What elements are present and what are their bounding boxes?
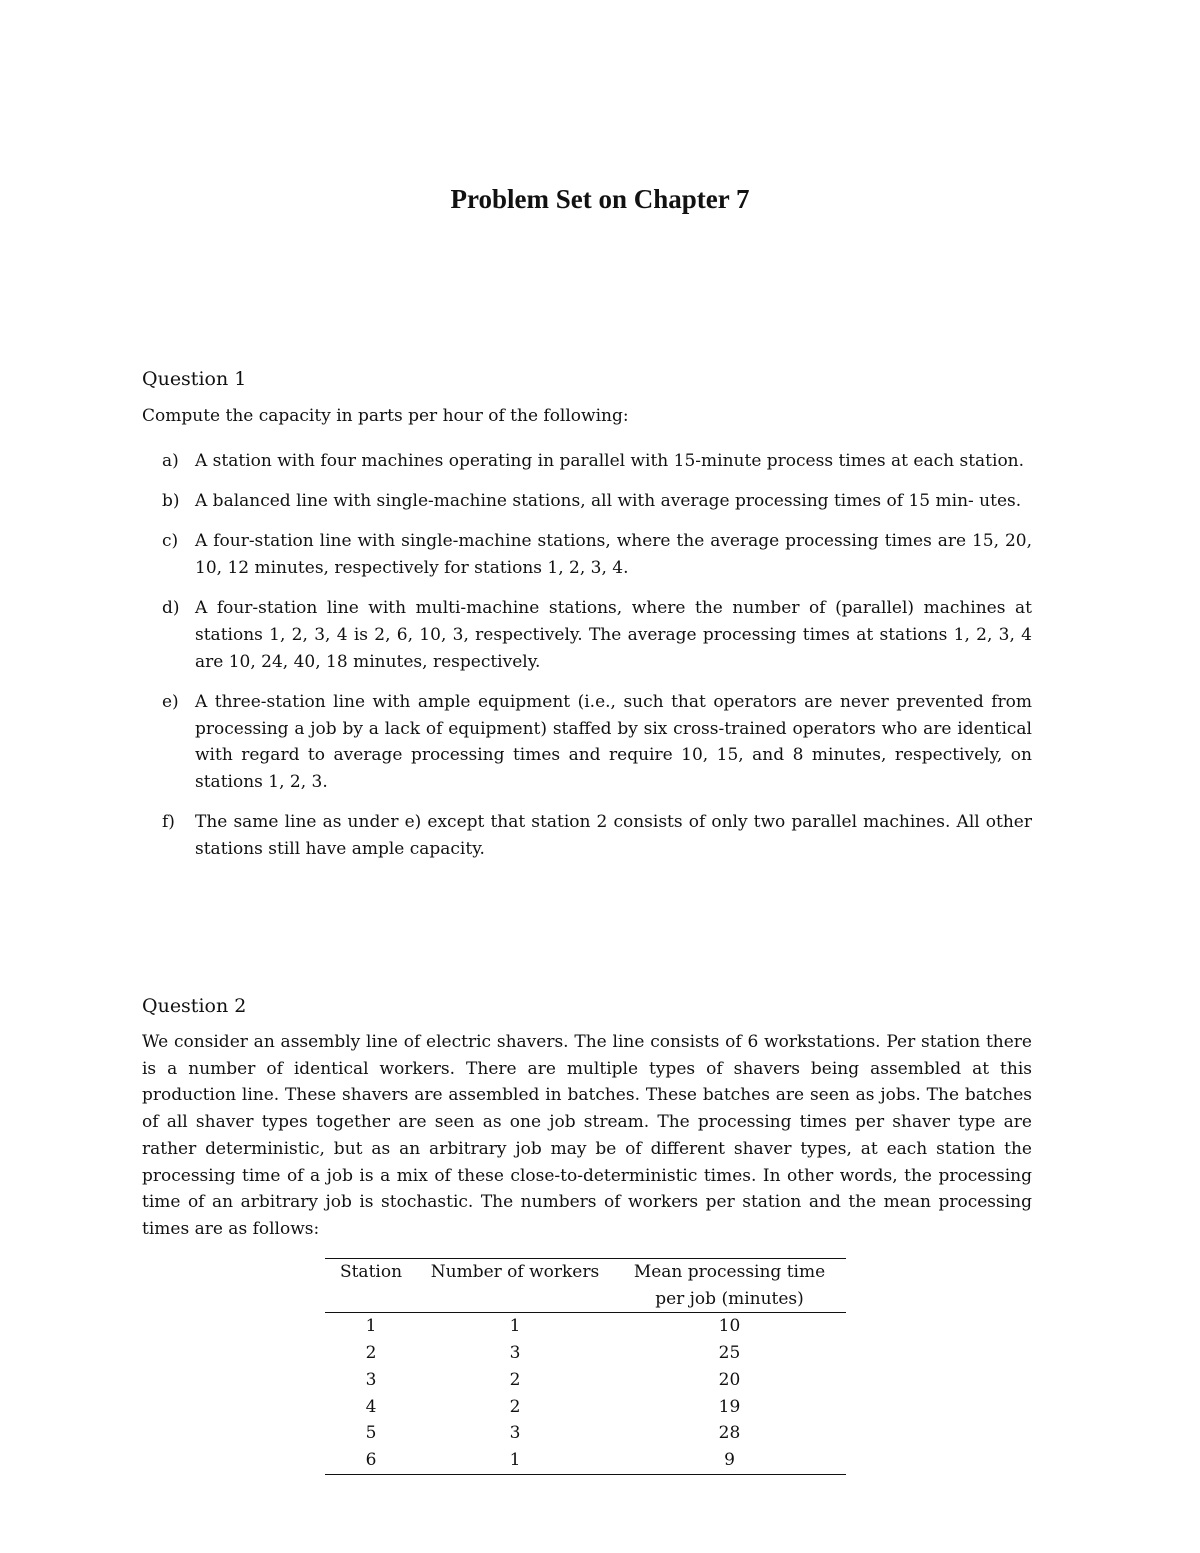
cell-mean: 20 — [718, 1369, 741, 1390]
cell-workers: 3 — [509, 1343, 521, 1364]
cell-mean: 10 — [718, 1316, 741, 1337]
header-mean-line-2: per job (minutes) — [655, 1288, 804, 1309]
header-workers: Number of workers — [430, 1262, 600, 1282]
question-2-body: We consider an assembly line of electric shavers. The line consists of 6 workstations. Per station there is a number of identical workers. There are multiple types of shavers being assembled at this production line. These shavers are assembled in batches. These batches are seen as jobs. The batches of all shaver types together are seen as one job stream. The processing times per shaver type are rather deterministic, but as an arbitrary job may be of different shaver types, at each station the processing time of a job is a mix of these close-to-deterministic times. In other words, the processing time of an arbitrary job is stochastic. The numbers of workers per station and the mean processing times are as follows: — [142, 1032, 1032, 1239]
cell-station: 2 — [365, 1343, 377, 1364]
cell-mean: 19 — [718, 1396, 741, 1417]
cell-workers: 1 — [509, 1449, 521, 1470]
item-text: A four-station line with single-machine stations, where the average processing times are 15, 20, 10, 12 minutes, respectively for stations 1, 2, 3, 4. — [195, 531, 1032, 579]
question-1-item-c — [142, 528, 1032, 581]
cell-station: 4 — [365, 1396, 377, 1417]
question-1-item-e — [142, 689, 1032, 796]
item-marker: b) — [162, 491, 180, 512]
question-1-intro: Compute the capacity in parts per hour of the following: — [142, 406, 629, 426]
question-1-item-a — [142, 448, 1032, 475]
page-title: Problem Set on Chapter 7 — [450, 184, 750, 214]
item-marker: f) — [162, 812, 175, 833]
table-row — [325, 1394, 846, 1421]
question-1-item-d — [142, 595, 1032, 675]
cell-station: 6 — [365, 1449, 377, 1470]
question-1-item-f — [142, 809, 1032, 862]
item-marker: a) — [162, 451, 179, 471]
item-text: The same line as under e) except that station 2 consists of only two parallel machines. All other stations still have ample capacity. — [195, 812, 1032, 859]
cell-workers: 3 — [509, 1423, 521, 1444]
table-row — [325, 1420, 846, 1447]
header-mean-time — [613, 1259, 846, 1313]
item-text: A station with four machines operating in parallel with 15-minute process times at each station. — [195, 451, 1025, 471]
table-row — [325, 1340, 846, 1367]
cell-mean: 25 — [718, 1343, 741, 1364]
cell-workers: 2 — [509, 1396, 521, 1417]
question-1-list — [142, 448, 1032, 876]
item-text: A three-station line with ample equipment (i.e., such that operators are never prevented from processing a job by a lack of equipment) staffed by six cross-trained operators who are identical with regard to average processing times and require 10, 15, and 8 minutes, respectively, on stations 1, 2, 3. — [195, 691, 1032, 793]
cell-station: 3 — [365, 1369, 377, 1390]
question-1-item-b — [142, 488, 1032, 515]
cell-mean: 9 — [724, 1449, 735, 1470]
cell-mean: 28 — [718, 1423, 741, 1444]
header-station: Station — [339, 1262, 403, 1282]
cell-station: 5 — [365, 1423, 377, 1444]
cell-workers: 2 — [509, 1369, 521, 1390]
item-text: A balanced line with single-machine stations, all with average processing times of 15 min- utes. — [195, 491, 1022, 512]
table-row — [325, 1367, 846, 1394]
table-header-row — [325, 1259, 846, 1313]
item-text: A four-station line with multi-machine stations, where the number of (parallel) machines at stations 1, 2, 3, 4 is 2, 6, 10, 3, respectively. The average processing times at stations 1, 2, 3, 4 are 10, 24, 40, 18 minutes, respectively. — [195, 598, 1032, 672]
item-marker: c) — [162, 531, 179, 552]
question-2-heading: Question 2 — [142, 995, 247, 1017]
question-1-heading: Question 1 — [142, 368, 247, 390]
table-row — [325, 1313, 846, 1340]
station-table — [325, 1258, 846, 1475]
header-mean-line-1: Mean processing time — [633, 1262, 826, 1282]
item-marker: e) — [162, 691, 179, 712]
item-marker: d) — [162, 598, 180, 619]
table-row — [325, 1447, 846, 1474]
cell-workers: 1 — [509, 1316, 521, 1337]
cell-station: 1 — [365, 1316, 377, 1337]
